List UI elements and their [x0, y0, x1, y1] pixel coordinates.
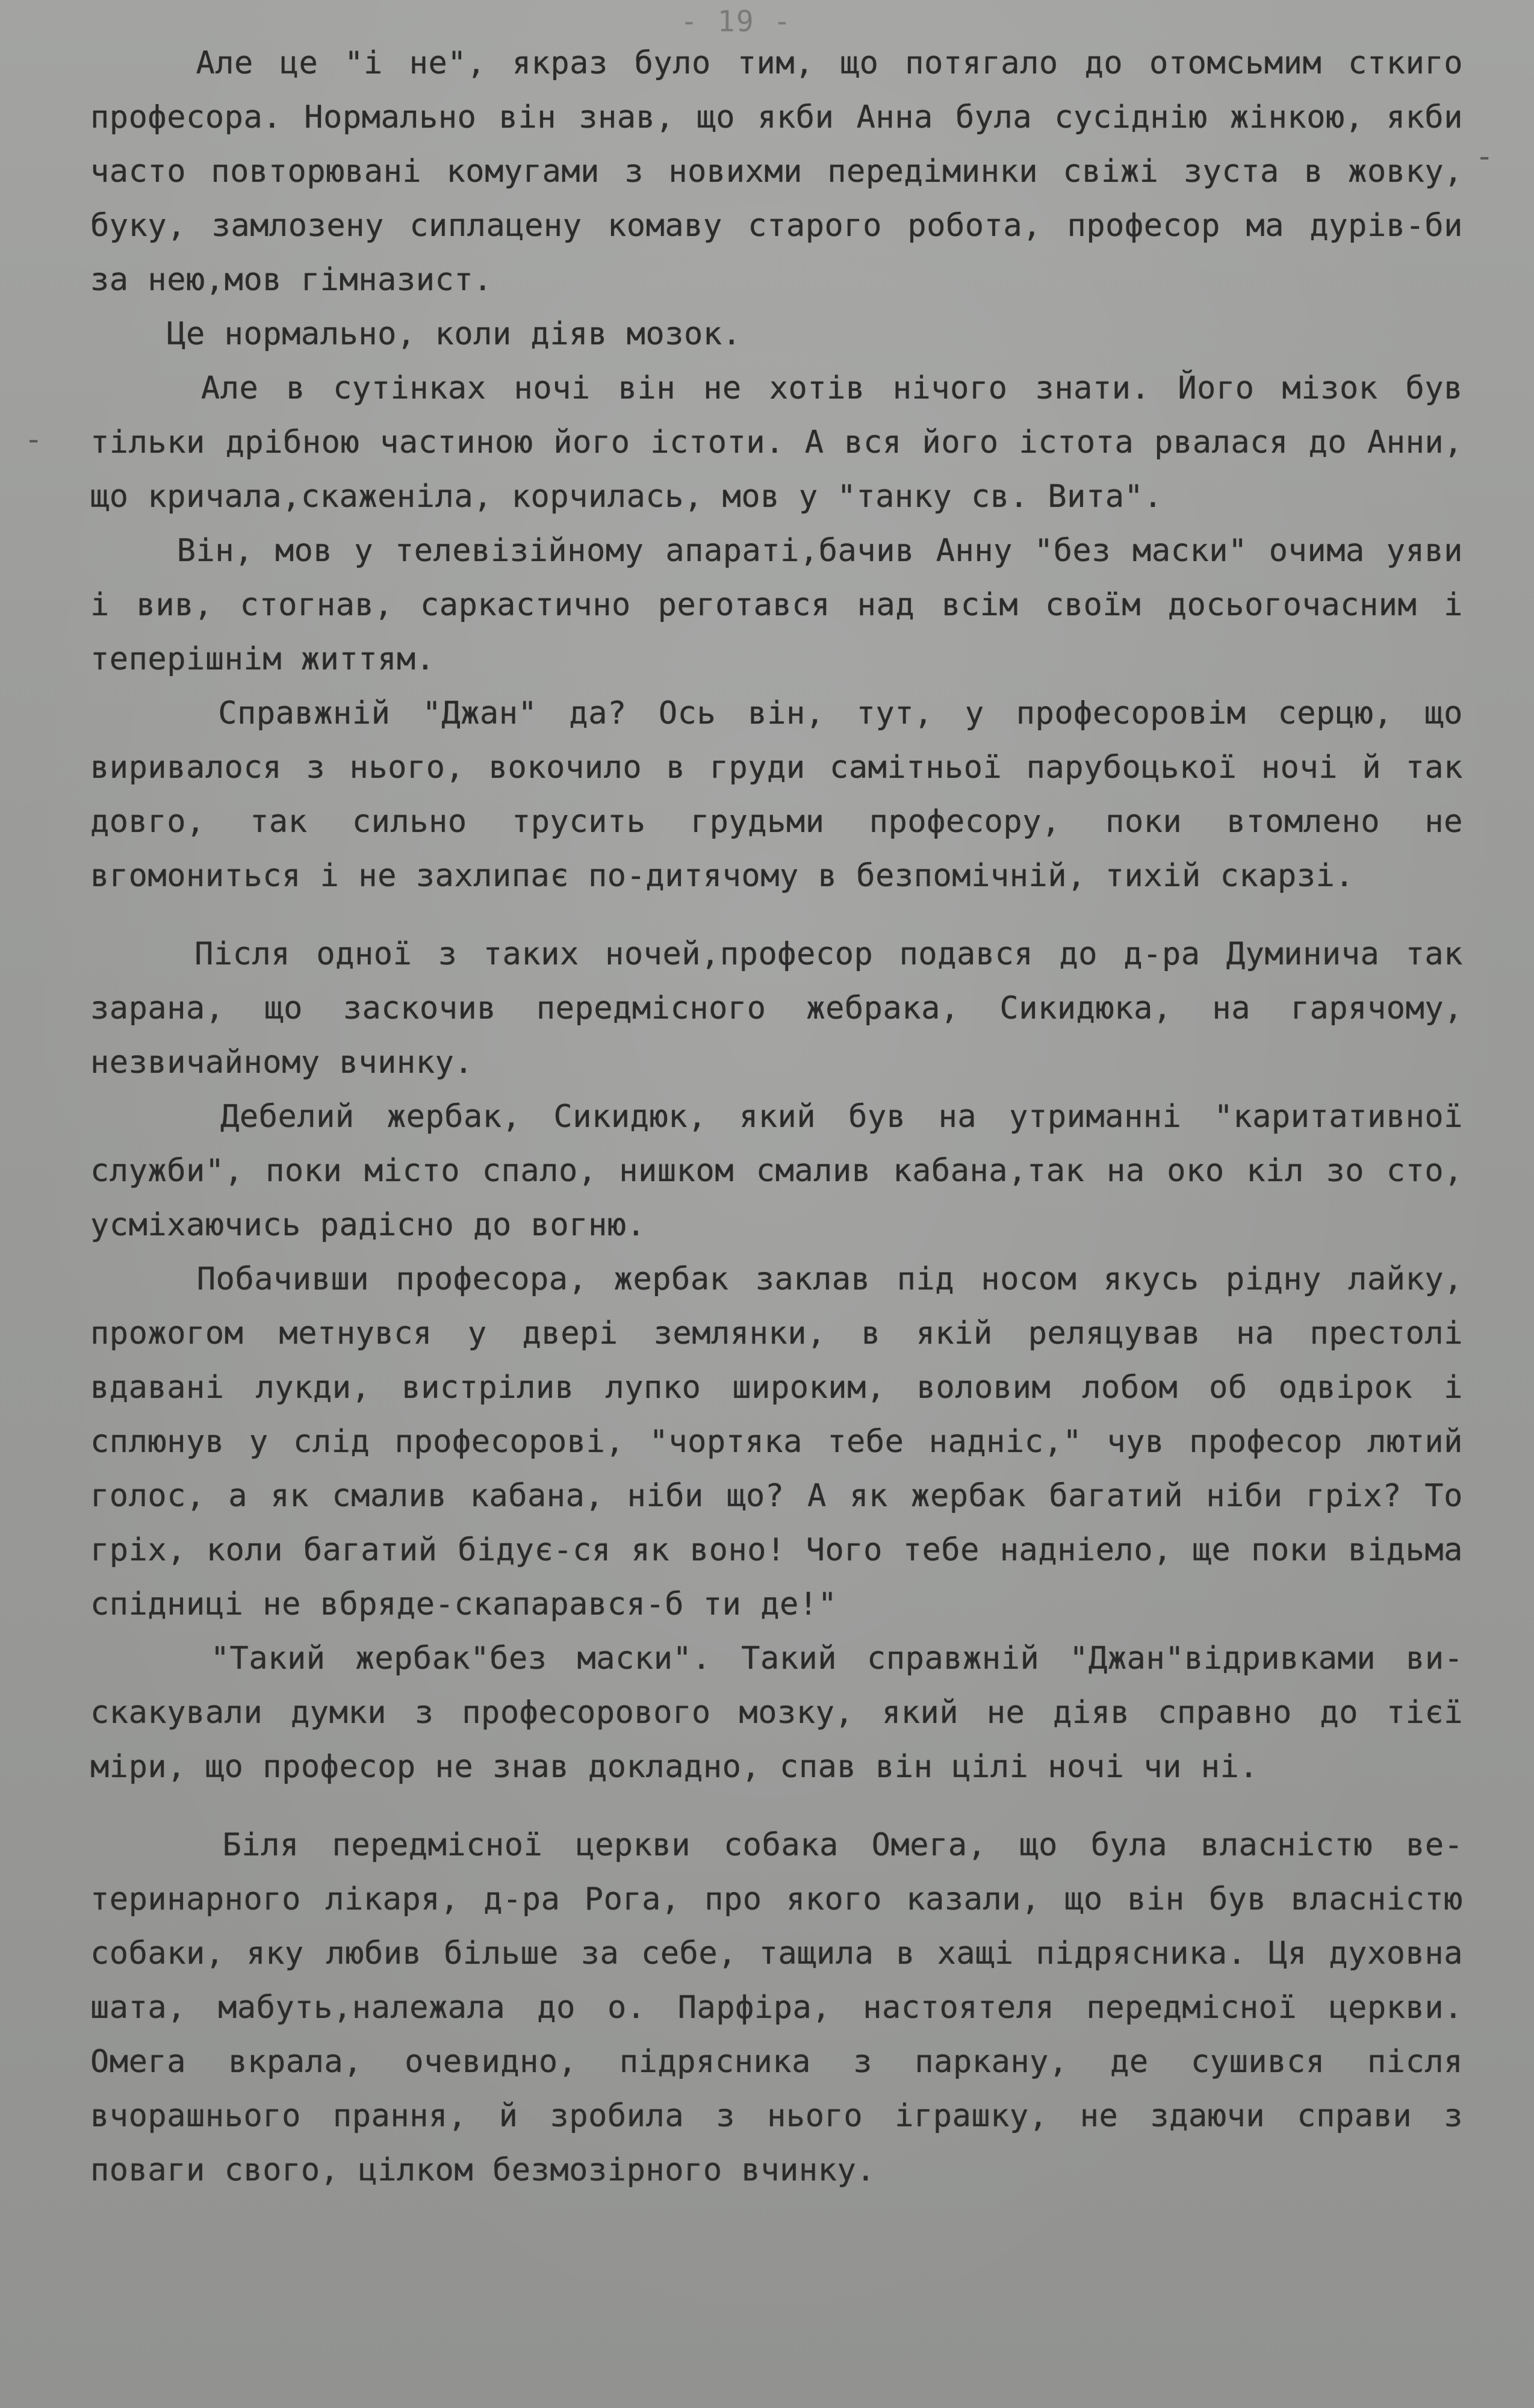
edge-mark: - [24, 421, 43, 458]
paragraph-gap [90, 1794, 1463, 1818]
paragraph-gap [90, 903, 1463, 927]
paragraph: Побачивши професора, жербак заклав під носом якусь рідну лайку, прожогом метнувся у двері землянки, в якій реляцував на престолі вдавані лукди, вистрілив лупко широким, воловим лобом об одвірок і сплюнув у слід професорові, "чортяка тебе надніс," чув професор лютий голос, а як смалив кабана, ніби що? А як жербак багатий ніби гріх? То гріх, коли багатий бідує-ся як воно! Чого тебе надніело, ще поки відьма спідниці не вбряде-скапарався-б ти де!" [90, 1261, 1482, 1622]
page-number: - 19 - [680, 5, 792, 39]
paragraph: Він, мов у телевізійному апараті,бачив Анну "без маски" очима уяви і вив, стогнав, саркастично реготався над всім своїм досьогочасним і теперішнім життям. [90, 533, 1482, 677]
document-body [90, 36, 1482, 2197]
paragraph: Справжній "Джан" да? Ось він, тут, у професоровім серцю, що виривалося з нього, вокочило в груди самітньої парубоцької ночі й так довго, так сильно трусить грудьми професору, поки втомлено не вгомониться і не захлипає по-дитячому в безпомічній, тихій скарзі. [90, 695, 1482, 894]
paragraph: Але це "і не", якраз було тим, що потягало до отомсьмим сткиго професора. Нормально він знав, що якби Анна була сусіднію жінкою, якби часто повторювані комугами з новихми передіминки свіжі зуста в жовку, буку, замлозену сиплацену комаву старого робота, професор ма дурів-би за нею,мов гімназист. [90, 45, 1482, 298]
paragraph: "Такий жербак"без маски". Такий справжній "Джан"відривками вискакували думки з професорового мозку, який не діяв справно до тієї міри, що професор не знав докладно, спав він цілі ночі чи ні. [90, 1640, 1482, 1785]
paragraph: Дебелий жербак, Сикидюк, який був на утриманні "каритативної служби", поки місто спало, нишком смалив кабана,так на око кіл зо сто, усміхаючись радісно до вогню. [90, 1099, 1482, 1243]
paragraph: Біля передмісної церкви собака Омега, що була власністю ветеринарного лікаря, д-ра Рога, про якого казали, що він був власністю собаки, яку любив більше за себе, тащила в хащі підрясника. Ця духовна шата, мабуть,належала до о. Парфіра, настоятеля передмісної церкви. Омега вкрала, очевидно, підрясника з паркану, де сушився після вчорашнього прання, й зробила з нього іграшку, не здаючи справи з поваги свого, цілком безмозірного вчинку. [90, 1827, 1482, 2188]
edge-mark: - [1475, 138, 1494, 175]
paragraph: Але в сутінках ночі він не хотів нічого знати. Його мізок був тільки дрібною частиною його істоти. А вся його істота рвалася до Анни, що кричала,скаженіла, корчилась, мов у "танку св. Вита". [90, 370, 1482, 515]
paragraph: Це нормально, коли діяв мозок. [90, 316, 742, 352]
paragraph: Після одної з таких ночей,професор подався до д-ра Думинича так зарана, що заскочив передмісного жебрака, Сикидюка, на гарячому, незвичайному вчинку. [90, 936, 1482, 1081]
